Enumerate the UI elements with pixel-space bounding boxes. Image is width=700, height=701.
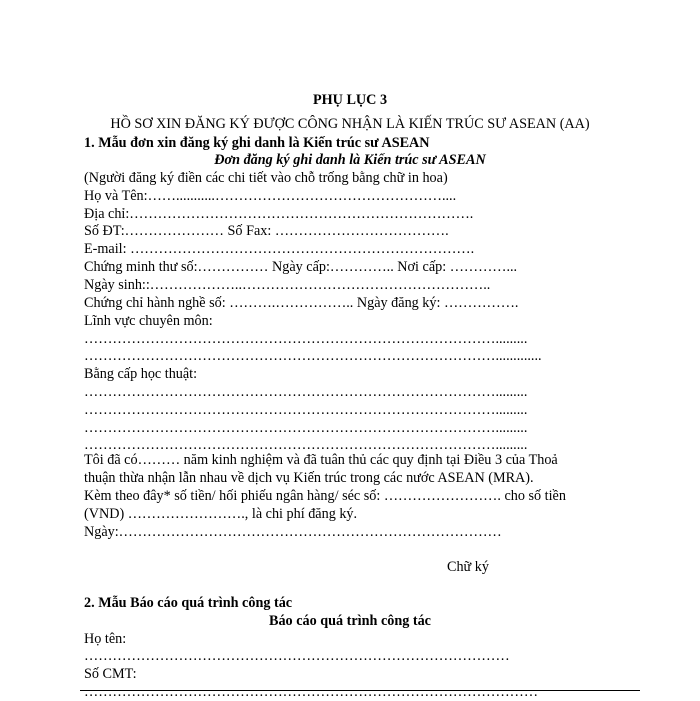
academic-degree-label: Bằng cấp học thuật: bbox=[84, 366, 198, 382]
section-1-form-title: Đơn đăng ký ghi danh là Kiến trúc sư ASEAN bbox=[214, 152, 486, 168]
phone-fax-field: Số ĐT:………………… Số Fax: ………………………………. bbox=[84, 223, 449, 239]
appendix-title: PHỤ LỤC 3 bbox=[312, 92, 388, 108]
professional-field-line-2: ……………………………………………………………………………............. bbox=[84, 348, 542, 364]
professional-field-line-1: ……………………………………………………………………………......... bbox=[84, 331, 528, 347]
section-2-heading: 2. Mẫu Báo cáo quá trình công tác bbox=[84, 595, 293, 611]
professional-field-label: Lĩnh vực chuyên môn: bbox=[84, 313, 213, 329]
full-name-field: Họ và Tên:……...........………………………………………….... bbox=[84, 188, 457, 204]
academic-degree-line-3: ……………………………………………………………………………......... bbox=[84, 420, 528, 436]
id-card-field: Chứng minh thư số:…………… Ngày cấp:………….. Nơi cấp: …………... bbox=[84, 259, 518, 275]
document-title: HỒ SƠ XIN ĐĂNG KÝ ĐƯỢC CÔNG NHẬN LÀ KIẾN TRÚC SƯ ASEAN (AA) bbox=[110, 116, 590, 132]
payment-line-1: Kèm theo đây* số tiền/ hối phiếu ngân hàng/ séc số: ……………………. cho số tiền bbox=[84, 488, 566, 504]
section-2-id-line: …………………………………………………………………………………… bbox=[84, 684, 538, 700]
section-1-instruction: (Người đăng ký điền các chi tiết vào chỗ trống bằng chữ in hoa) bbox=[84, 170, 448, 186]
academic-degree-line-2: ……………………………………………………………………………......... bbox=[84, 402, 528, 418]
section-2-name-label: Họ tên: bbox=[84, 631, 127, 647]
payment-line-2: (VND) ……………………., là chi phí đăng ký. bbox=[84, 506, 358, 522]
experience-statement-line-1: Tôi đã có……… năm kinh nghiệm và đã tuân thủ các quy định tại Điều 3 của Thoả bbox=[84, 452, 558, 468]
date-of-birth-field: Ngày sinh::………………..…………………………………………….. bbox=[84, 277, 491, 293]
section-1-heading: 1. Mẫu đơn xin đăng ký ghi danh là Kiến trúc sư ASEAN bbox=[84, 135, 430, 151]
page-border-line bbox=[80, 690, 640, 691]
date-field: Ngày:……………………………………………………………………… bbox=[84, 524, 502, 540]
email-field: E-mail: ………………………………………………………………. bbox=[84, 241, 475, 257]
address-field: Địa chỉ:………………………………………………………………. bbox=[84, 206, 474, 222]
academic-degree-line-1: ……………………………………………………………………………......... bbox=[84, 384, 528, 400]
section-2-name-line: ……………………………………………………………………………… bbox=[84, 648, 510, 664]
certificate-field: Chứng chỉ hành nghề số: ……….…………….. Ngày đăng ký: ……………. bbox=[84, 295, 519, 311]
academic-degree-line-4: ……………………………………………………………………………......... bbox=[84, 437, 528, 453]
section-2-form-title: Báo cáo quá trình công tác bbox=[269, 613, 431, 629]
signature-label: Chữ ký bbox=[447, 559, 489, 575]
experience-statement-line-2: thuận thừa nhận lẫn nhau về dịch vụ Kiến trúc trong các nước ASEAN (MRA). bbox=[84, 470, 534, 486]
section-2-id-label: Số CMT: bbox=[84, 666, 137, 682]
